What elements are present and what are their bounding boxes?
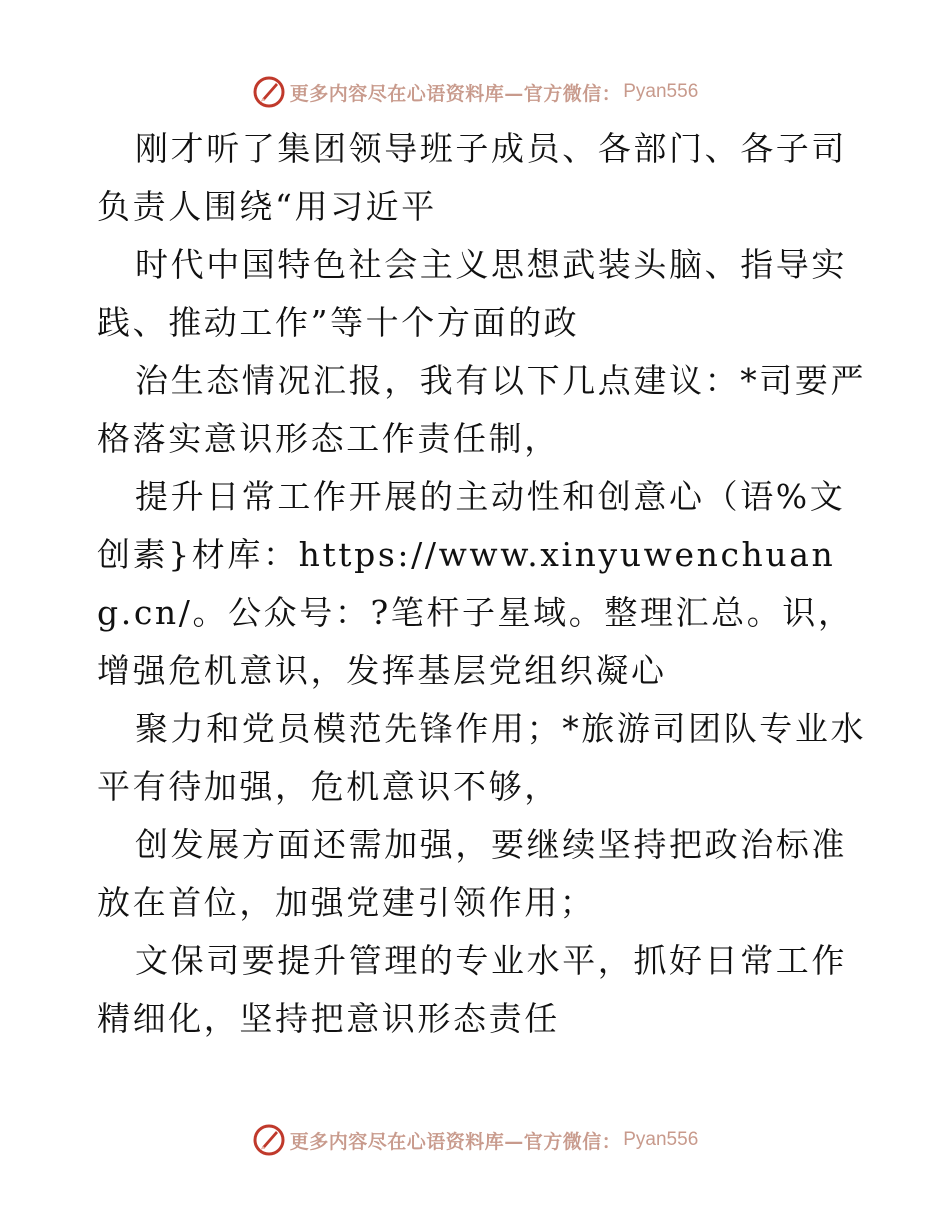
paragraph: 聚力和党员模范先锋作用；*旅游司团队专业水平有待加强，危机意识不够， <box>97 709 867 806</box>
brand-logo-icon <box>252 1123 286 1157</box>
watermark-wechat-id: Pyan556 <box>623 1129 699 1150</box>
footer-watermark <box>0 1120 950 1160</box>
paragraph: 创发展方面还需加强，要继续坚持把政治标准放在首位，加强党建引领作用； <box>97 825 847 922</box>
paragraph: 治生态情况汇报，我有以下几点建议：*司要严格落实意识形态工作责任制， <box>97 361 867 458</box>
paragraph: 文保司要提升管理的专业水平，抓好日常工作精细化，坚持把意识形态责任 <box>97 941 847 1038</box>
paragraph: 刚才听了集团领导班子成员、各部门、各子司负责人围绕“用习近平 <box>97 129 847 226</box>
document-body <box>97 120 867 1048</box>
paragraph: 时代中国特色社会主义思想武装头脑、指导实践、推动工作”等十个方面的政 <box>97 245 847 342</box>
paragraph: 提升日常工作开展的主动性和创意心（语%文创素}材库：https://www.xinyuwenchuang.cn/。公众号：?笔杆子星域。整理汇总。识，增强危机意识，发挥基层党组织凝心 <box>97 477 854 690</box>
brand-logo-icon <box>252 75 286 109</box>
watermark-text: 更多内容尽在心语资料库—官方微信： <box>289 1130 622 1153</box>
watermark-text: 更多内容尽在心语资料库—官方微信： <box>289 82 622 105</box>
watermark-wechat-id: Pyan556 <box>623 81 699 102</box>
header-watermark <box>0 72 950 112</box>
